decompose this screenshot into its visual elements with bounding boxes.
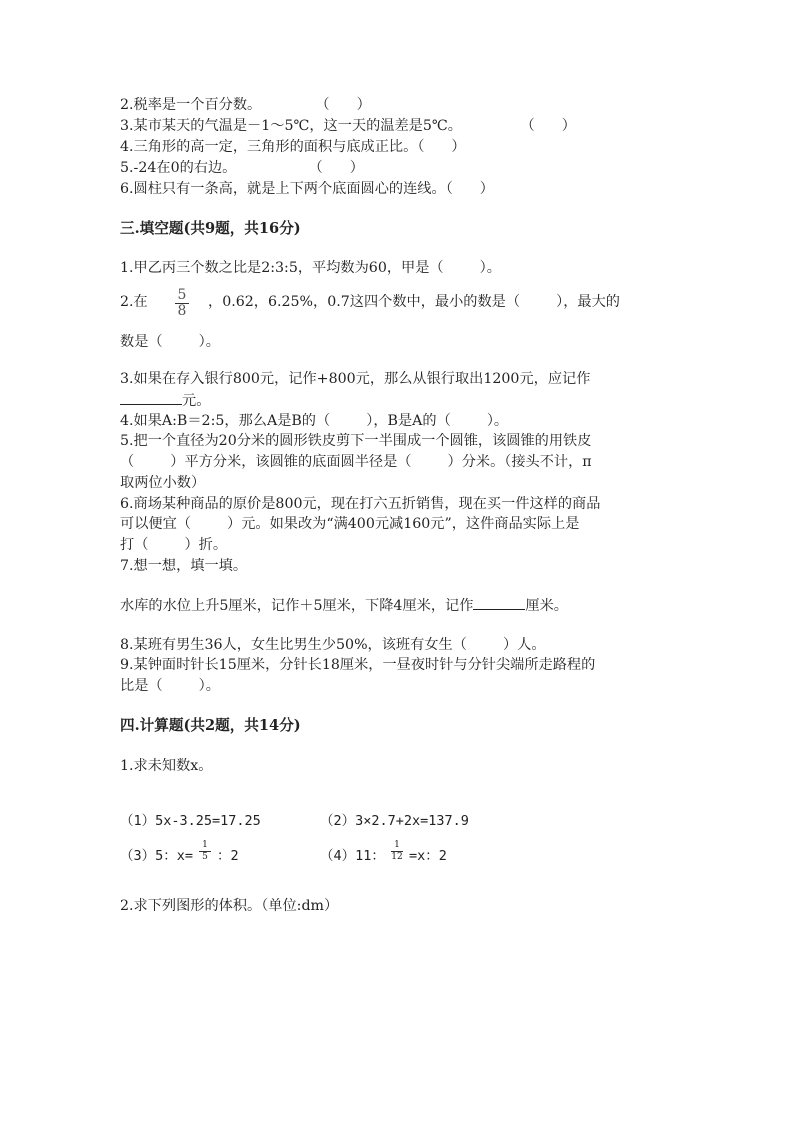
equation-2: （2）3×2.7+2x=137.9 (320, 813, 469, 829)
fraction-numerator: 1 (394, 840, 400, 850)
section-title-fill-blank: 三.填空题(共9题，共16分) (120, 220, 301, 237)
fraction-one-twelfth (391, 841, 403, 862)
equation-1: （1）5x-3.25=17.25 (120, 813, 261, 829)
section-title-calculation: 四.计算题(共2题，共14分) (120, 717, 301, 734)
fraction-numerator: 1 (202, 840, 208, 850)
fraction-denominator: 12 (391, 852, 403, 862)
calc-q1: 1.求未知数x。 (120, 758, 213, 774)
fill-q5-line1: 5.把一个直径为20分米的圆形铁皮剪下一半围成一个圆锥，该圆锥的用铁皮 (120, 433, 592, 449)
fraction-numerator: 5 (177, 287, 187, 303)
equation-4-prefix: （4）11： (320, 848, 385, 864)
fraction-five-eighths (175, 289, 189, 318)
judge-item-4: 4.三角形的高一定，三角形的面积与底成正比。（ ） (120, 139, 466, 155)
fraction-denominator: 8 (177, 303, 187, 319)
equation-4-suffix: =x：2 (409, 848, 447, 864)
fill-q6-line1: 6.商场某种商品的原价是800元，现在打六五折销售，现在买一件这样的商品 (120, 496, 601, 512)
fill-q7-sub-text: 水库的水位上升5厘米，记作＋5厘米，下降4厘米，记作 (120, 598, 474, 614)
answer-blank[interactable] (120, 390, 182, 405)
fill-q2-line2: 数是（ ）。 (120, 334, 220, 350)
judge-item-6: 6.圆柱只有一条高，就是上下两个底面圆心的连线。（ ） (120, 181, 494, 197)
fill-q5-line2: （ ）平方分米，该圆锥的底面圆半径是（ ）分米。（接头不计，π (120, 454, 592, 470)
answer-blank[interactable] (473, 595, 525, 610)
judge-item-2: 2.税率是一个百分数。 （ ） (120, 97, 371, 113)
fill-q3-unit: 元。 (182, 393, 211, 409)
fill-q6-line2: 可以便宜（ ）元。如果改为“满400元减160元”，这件商品实际上是 (120, 516, 580, 532)
equation-3-suffix: ：2 (217, 848, 239, 864)
fill-q2-prefix: 2.在 (120, 294, 148, 310)
fill-q4: 4.如果A:B＝2:5，那么A是B的（ ），B是A的（ ）。 (120, 413, 509, 429)
fill-q9-line1: 9.某钟面时针长15厘米，分针长18厘米，一昼夜时针与分针尖端所走路程的 (120, 657, 596, 673)
judge-item-3: 3.某市某天的气温是－1～5℃，这一天的温差是5℃。 （ ） (120, 118, 576, 134)
fill-q1: 1.甲乙丙三个数之比是2:3:5，平均数为60，甲是（ ）。 (120, 260, 501, 276)
fill-q7-sub (120, 595, 568, 616)
fill-q3-line2 (120, 390, 210, 411)
fill-q7: 7.想一想，填一填。 (120, 558, 248, 574)
fill-q6-line3: 打（ ）折。 (120, 537, 228, 553)
fill-q8: 8.某班有男生36人，女生比男生少50%，该班有女生（ ）人。 (120, 637, 546, 653)
calc-q2: 2.求下列图形的体积。（单位:dm） (120, 898, 339, 914)
judge-item-5: 5.-24在0的右边。 （ ） (120, 160, 364, 176)
fill-q5-line3: 取两位小数） (120, 475, 206, 491)
fill-q9-line2: 比是（ ）。 (120, 678, 220, 694)
fill-q3-line1: 3.如果在存入银行800元，记作+800元，那么从银行取出1200元，应记作 (120, 371, 591, 387)
fraction-one-fifth (199, 841, 211, 862)
fill-q7-sub-unit: 厘米。 (525, 598, 568, 614)
fill-q2-suffix: ，0.62，6.25%，0.7这四个数中，最小的数是（ ），最大的 (208, 294, 620, 310)
equation-3-prefix: （3）5：x= (120, 848, 194, 864)
fraction-denominator: 5 (202, 852, 208, 862)
